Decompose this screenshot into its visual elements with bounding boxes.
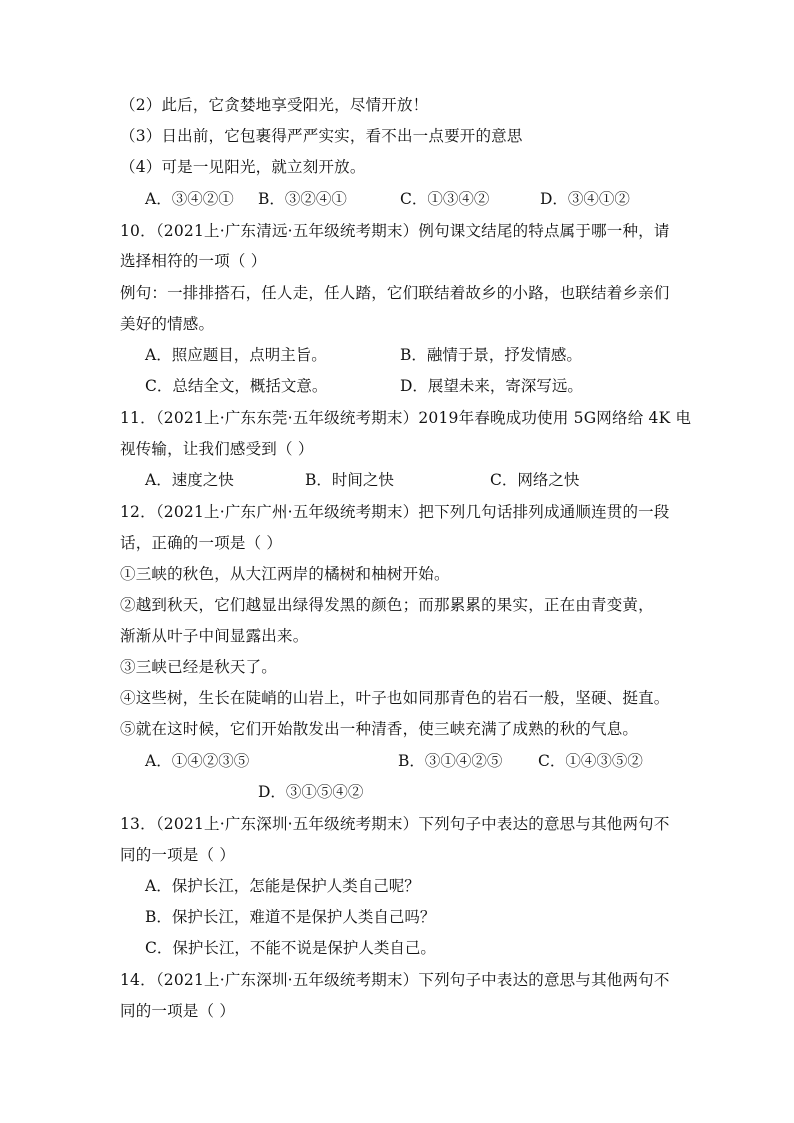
q11-option-b[interactable]: B．时间之快 xyxy=(305,471,394,489)
q11-stem-line1: 11．（2021上·广东东莞·五年级统考期末）2019年春晚成功使用 5G网络给 4K 电 xyxy=(120,409,692,427)
q12-option-b[interactable]: B．③①④②⑤ xyxy=(398,752,503,770)
q13-option-c[interactable]: C．保护长江，不能不说是保护人类自己。 xyxy=(145,939,436,957)
q13-option-a[interactable]: A．保护长江，怎能是保护人类自己呢？ xyxy=(145,877,420,895)
q9-sentence-2: （2）此后，它贪婪地享受阳光，尽情开放！ xyxy=(120,96,429,114)
q12-sentence-5: ⑤就在这时候，它们开始散发出一种清香，使三峡充满了成熟的秋的气息。 xyxy=(120,720,639,738)
q12-sentence-3: ③三峡已经是秋天了。 xyxy=(120,658,278,676)
q11-option-a[interactable]: A．速度之快 xyxy=(145,471,234,489)
q12-sentence-2-line1: ②越到秋天，它们越显出绿得发黑的颜色；而那累累的果实，正在由青变黄， xyxy=(120,596,654,614)
q10-stem-line1: 10．（2021上·广东清远·五年级统考期末）例句课文结尾的特点属于哪一种，请 xyxy=(120,222,670,240)
q12-stem-line1: 12．（2021上·广东广州·五年级统考期末）把下列几句话排列成通顺连贯的一段 xyxy=(120,503,670,521)
q11-option-c[interactable]: C．网络之快 xyxy=(490,471,580,489)
q10-stem-line2: 选择相符的一项（ ） xyxy=(120,252,267,270)
q13-stem-line2: 同的一项是（ ） xyxy=(120,846,236,864)
q12-sentence-1: ①三峡的秋色，从大江两岸的橘树和柚树开始。 xyxy=(120,565,450,583)
q9-option-d[interactable]: D．③④①② xyxy=(540,190,630,208)
q11-stem-line2: 视传输，让我们感受到（ ） xyxy=(120,440,314,458)
q9-sentence-3: （3）日出前，它包裹得严严实实，看不出一点要开的意思 xyxy=(120,127,523,145)
q9-option-a[interactable]: A．③④②① xyxy=(145,190,234,208)
q12-option-a[interactable]: A．①④②③⑤ xyxy=(145,752,250,770)
q9-option-b[interactable]: B．③②④① xyxy=(258,190,347,208)
q13-stem-line1: 13．（2021上·广东深圳·五年级统考期末）下列句子中表达的意思与其他两句不 xyxy=(120,815,670,833)
q9-option-c[interactable]: C．①③④② xyxy=(400,190,490,208)
q10-option-d[interactable]: D．展望未来，寄深写远。 xyxy=(400,377,583,395)
q12-sentence-4: ④这些树，生长在陡峭的山岩上，叶子也如同那青色的岩石一般，坚硬、挺直。 xyxy=(120,689,670,707)
q10-example-line1: 例句：一排排搭石，任人走，任人踏，它们联结着故乡的小路，也联结着乡亲们 xyxy=(120,284,670,302)
q10-option-a[interactable]: A．照应题目，点明主旨。 xyxy=(145,346,327,364)
q13-option-b[interactable]: B．保护长江，难道不是保护人类自己吗？ xyxy=(145,908,436,926)
q12-stem-line2: 话，正确的一项是（ ） xyxy=(120,534,283,552)
q12-sentence-2-line2: 渐渐从叶子中间显露出来。 xyxy=(120,627,309,645)
q14-stem-line1: 14．（2021上·广东深圳·五年级统考期末）下列句子中表达的意思与其他两句不 xyxy=(120,971,670,989)
q10-option-c[interactable]: C．总结全文，概括文意。 xyxy=(145,377,328,395)
q12-option-c[interactable]: C．①④③⑤② xyxy=(538,752,643,770)
q10-example-line2: 美好的情感。 xyxy=(120,315,215,333)
q14-stem-line2: 同的一项是（ ） xyxy=(120,1002,236,1020)
q12-option-d[interactable]: D．③①⑤④② xyxy=(258,783,364,801)
q9-sentence-4: （4）可是一见阳光，就立刻开放。 xyxy=(120,158,366,176)
q10-option-b[interactable]: B．融情于景，抒发情感。 xyxy=(400,346,582,364)
